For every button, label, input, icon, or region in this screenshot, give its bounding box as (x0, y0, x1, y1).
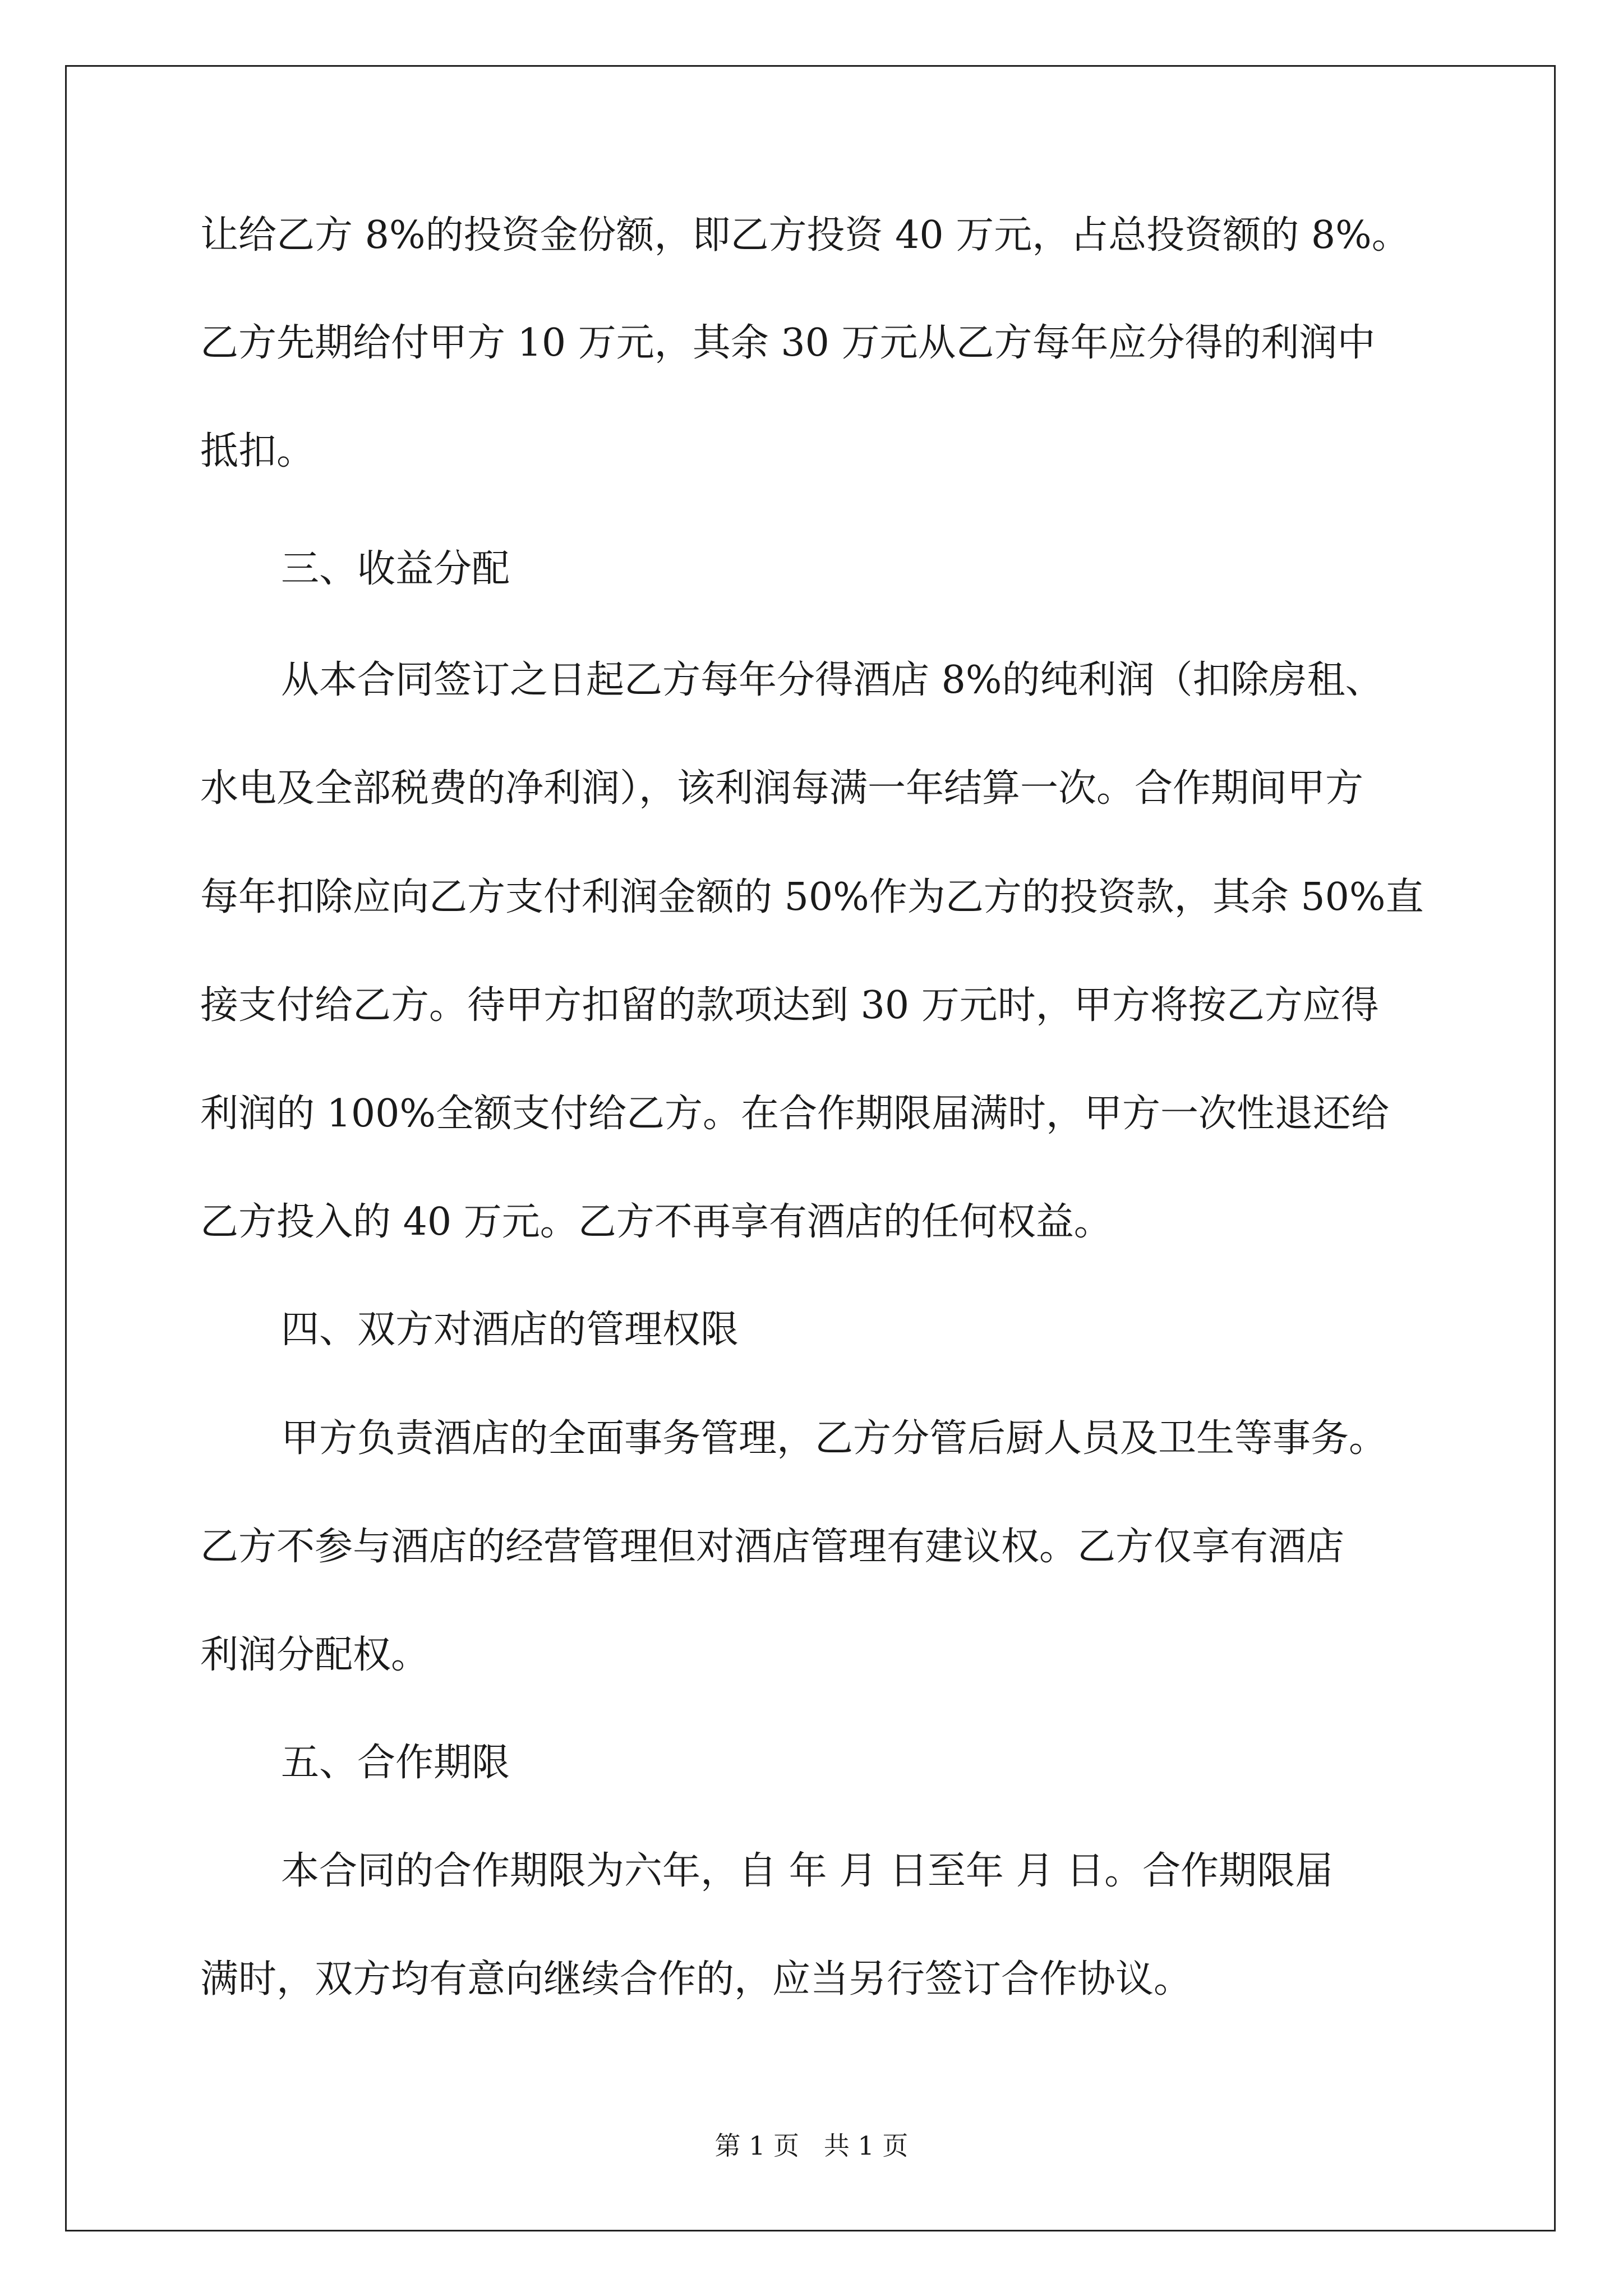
paragraph-line: 利润分配权。 (200, 1633, 430, 1677)
paragraph-line: 满时，双方均有意向继续合作的，应当另行签订合作协议。 (200, 1957, 1192, 2001)
section-heading: 三、收益分配 (281, 547, 510, 591)
section-heading: 四、双方对酒店的管理权限 (281, 1308, 739, 1352)
paragraph-line: 乙方不参与酒店的经营管理但对酒店管理有建议权。乙方仅享有酒店 (200, 1525, 1345, 1569)
paragraph-line: 接支付给乙方。待甲方扣留的款项达到 30 万元时，甲方将按乙方应得 (200, 983, 1379, 1028)
paragraph-line: 水电及全部税费的净利润），该利润每满一年结算一次。合作期间甲方 (200, 766, 1364, 811)
paragraph-line: 乙方先期给付甲方 10 万元，其余 30 万元从乙方每年应分得的利润中 (200, 321, 1376, 365)
paragraph-line: 抵扣。 (200, 429, 315, 473)
page-number-footer: 第 1 页 共 1 页 (714, 2131, 909, 2161)
paragraph-line: 本合同的合作期限为六年，自 年 月 日至年 月 日。合作期限届 (281, 1849, 1334, 1893)
paragraph-line: 利润的 100%全额支付给乙方。在合作期限届满时，甲方一次性退还给 (200, 1092, 1390, 1136)
paragraph-line: 乙方投入的 40 万元。乙方不再享有酒店的任何权益。 (200, 1200, 1112, 1244)
page-border (65, 65, 1556, 2231)
paragraph-line: 从本合同签订之日起乙方每年分得酒店 8%的纯利润（扣除房租、 (281, 658, 1384, 702)
paragraph-line: 甲方负责酒店的全面事务管理，乙方分管后厨人员及卫生等事务。 (281, 1416, 1387, 1461)
paragraph-line: 让给乙方 8%的投资金份额，即乙方投资 40 万元，占总投资额的 8%。 (200, 213, 1410, 257)
paragraph-line: 每年扣除应向乙方支付利润金额的 50%作为乙方的投资款，其余 50%直 (200, 875, 1424, 919)
section-heading: 五、合作期限 (281, 1741, 510, 1785)
